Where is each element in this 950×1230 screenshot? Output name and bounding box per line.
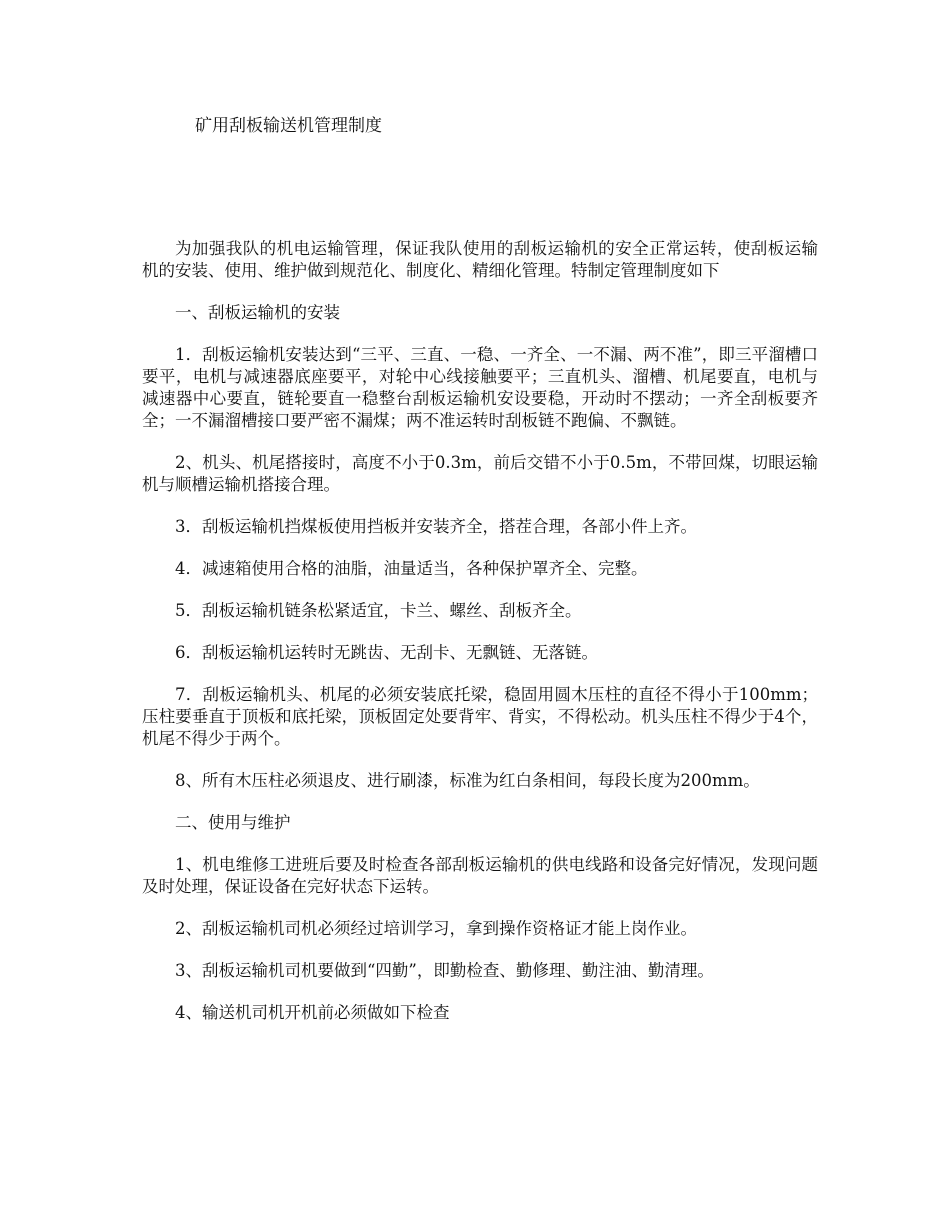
installation-item-1: 1．刮板运输机安装达到“三平、三直、一稳、一齐全、一不漏、两不准”，即三平溜槽口要平，电机与减速器底座要平，对轮中心线接触要平；三直机头、溜槽、机尾要直，电机与减速器中心要直，链轮要直一稳整台刮板运输机安设要稳，开动时不摆动；一齐全刮板要齐全；一不漏溜槽接口要严密不漏煤；两不准运转时刮板链不跑偏、不飘链。: [142, 345, 818, 430]
installation-item-5: 5．刮板运输机链条松紧适宜，卡兰、螺丝、刮板齐全。: [175, 601, 582, 620]
installation-item-6: 6．刮板运输机运转时无跳齿、无刮卡、无飘链、无落链。: [175, 643, 598, 662]
usage-item-1: 1、机电维修工进班后要及时检查各部刮板运输机的供电线路和设备完好情况，发现问题及时处理，保证设备在完好状态下运转。: [142, 855, 818, 896]
document-title: 矿用刮板输送机管理制度: [195, 116, 382, 136]
intro-paragraph: 为加强我队的机电运输管理，保证我队使用的刮板运输机的安全正常运转，使刮板运输机的安装、使用、维护做到规范化、制度化、精细化管理。特制定管理制度如下: [142, 239, 818, 280]
usage-item-2: 2、刮板运输机司机必须经过培训学习，拿到操作资格证才能上岗作业。: [175, 919, 697, 938]
document-body: [142, 238, 818, 1044]
section-heading-installation: 一、刮板运输机的安装: [175, 303, 340, 322]
installation-item-3: 3．刮板运输机挡煤板使用挡板并安装齐全，搭茬合理，各部小件上齐。: [175, 517, 697, 536]
installation-item-7: 7．刮板运输机头、机尾的必须安装底托梁，稳固用圆木压柱的直径不得小于100mm；压柱要垂直于顶板和底托梁，顶板固定处要背牢、背实，不得松动。机头压柱不得少于4个，机尾不得少于两个。: [142, 685, 818, 748]
installation-item-4: 4．减速箱使用合格的油脂，油量适当，各种保护罩齐全、完整。: [175, 559, 648, 578]
installation-item-8: 8、所有木压柱必须退皮、进行刷漆，标准为红白条相间，每段长度为200mm。: [175, 771, 760, 790]
section-heading-usage-maintenance: 二、使用与维护: [175, 813, 291, 832]
usage-item-4: 4、输送机司机开机前必须做如下检查: [175, 1003, 450, 1022]
usage-item-3: 3、刮板运输机司机要做到“四勤”，即勤检查、勤修理、勤注油、勤清理。: [175, 961, 714, 980]
installation-item-2: 2、机头、机尾搭接时，高度不小于0.3m，前后交错不小于0.5m，不带回煤，切眼运输机与顺槽运输机搭接合理。: [142, 453, 818, 494]
